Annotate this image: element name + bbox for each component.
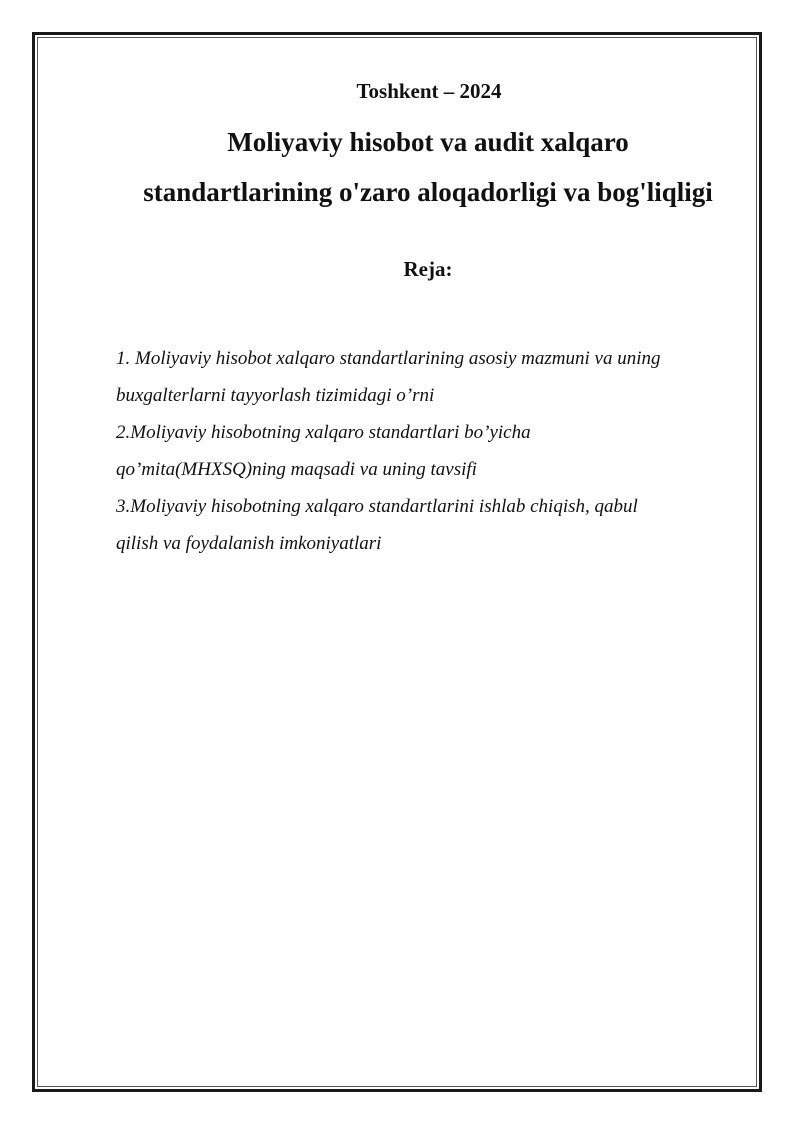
city-year-heading: Toshkent – 2024 <box>356 79 502 103</box>
document-title-line-1: Moliyaviy hisobot va audit xalqaro <box>227 127 629 157</box>
plan-item-1-line-2: buxgalterlarni tayyorlash tizimidagi o’rni <box>116 385 435 406</box>
plan-item-3 <box>116 488 746 562</box>
plan-item-1 <box>116 340 746 414</box>
plan-item-1-line-1: 1. Moliyaviy hisobot xalqaro standartlarining asosiy mazmuni va uning <box>116 348 661 369</box>
plan-item-2-line-2: qo’mita(MHXSQ)ning maqsadi va uning tavsifi <box>116 459 477 480</box>
plan-item-2-line-1: 2.Moliyaviy hisobotning xalqaro standartlari bo’yicha <box>116 422 531 443</box>
document-title <box>95 117 761 217</box>
plan-item-3-line-2: qilish va foydalanish imkoniyatlari <box>116 533 382 554</box>
plan-item-3-line-1: 3.Moliyaviy hisobotning xalqaro standartlarini ishlab chiqish, qabul <box>116 496 638 517</box>
document-title-line-2: standartlarining o'zaro aloqadorligi va bog'liqligi <box>143 177 713 207</box>
plan-heading: Reja: <box>403 257 453 281</box>
plan-item-2 <box>116 414 746 488</box>
plan-list <box>116 340 746 562</box>
